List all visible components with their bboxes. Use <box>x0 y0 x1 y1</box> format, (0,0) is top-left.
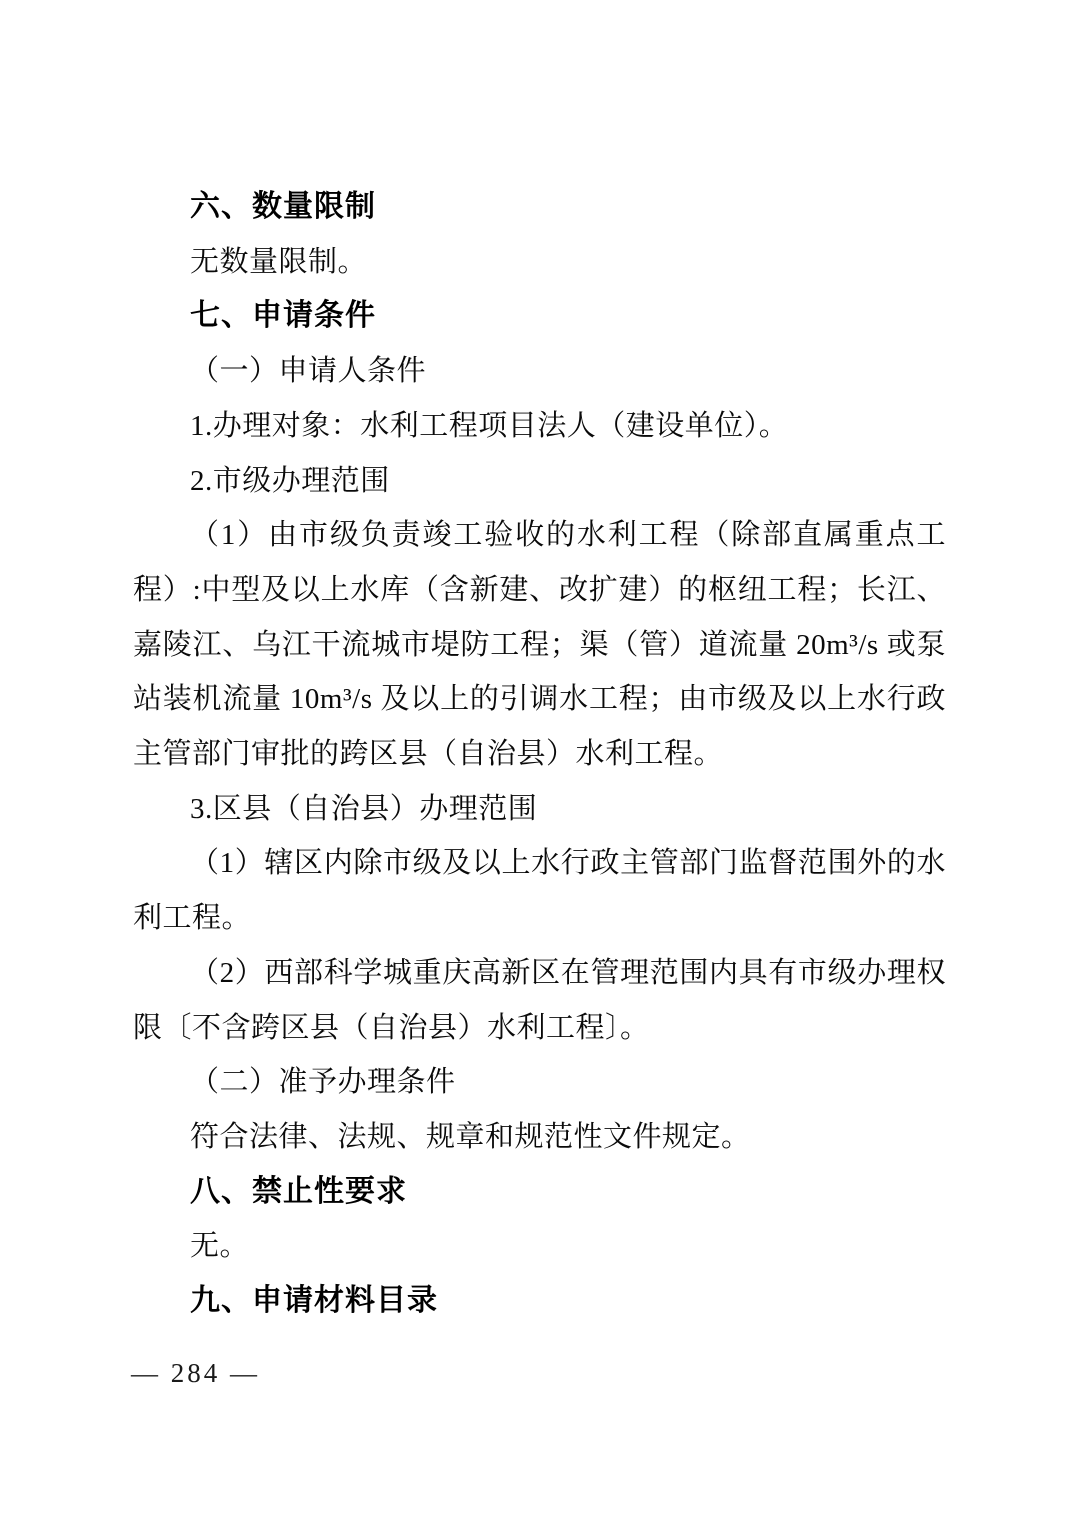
paragraph-approval-conditions: 符合法律、法规、规章和规范性文件规定。 <box>190 1120 751 1153</box>
page-number: — 284 — <box>131 1358 260 1388</box>
paragraph-county-scope-item2: （2）西部科学城重庆高新区在管理范围内具有市级办理权限〔不含跨区县（自治县）水利工程〕。 <box>133 956 946 1044</box>
subheading-approval-conditions: （二）准予办理条件 <box>190 1066 456 1099</box>
paragraph-no-quantity-limit: 无数量限制。 <box>190 245 368 278</box>
paragraph-county-scope-title: 3.区县（自治县）办理范围 <box>190 792 538 825</box>
subheading-applicant-conditions: （一）申请人条件 <box>190 355 427 388</box>
paragraph-municipal-scope-title: 2.市级办理范围 <box>190 464 390 497</box>
section-heading-application-conditions: 七、申请条件 <box>190 299 376 333</box>
paragraph-municipal-scope-item1: （1）由市级负责竣工验收的水利工程（除部直属重点工程）:中型及以上水库（含新建、改扩建）的枢纽工程；长江、嘉陵江、乌江干流城市堤防工程；渠（管）道流量 20m³/s 或泵站装机流量 10m³/s 及以上的引调水工程；由市级及以上水行政主管部门审批的跨区县（自治县）水利工程。 <box>133 519 946 771</box>
paragraph-none: 无。 <box>190 1230 250 1263</box>
section-heading-application-materials: 九、申请材料目录 <box>190 1284 438 1318</box>
paragraph-handling-target: 1.办理对象：水利工程项目法人（建设单位）。 <box>190 409 789 442</box>
section-heading-quantity-limit: 六、数量限制 <box>190 190 376 223</box>
section-heading-prohibitive-requirements: 八、禁止性要求 <box>190 1174 407 1208</box>
paragraph-county-scope-item1: （1）辖区内除市级及以上水行政主管部门监督范围外的水利工程。 <box>133 847 946 935</box>
document-body <box>133 180 946 1329</box>
